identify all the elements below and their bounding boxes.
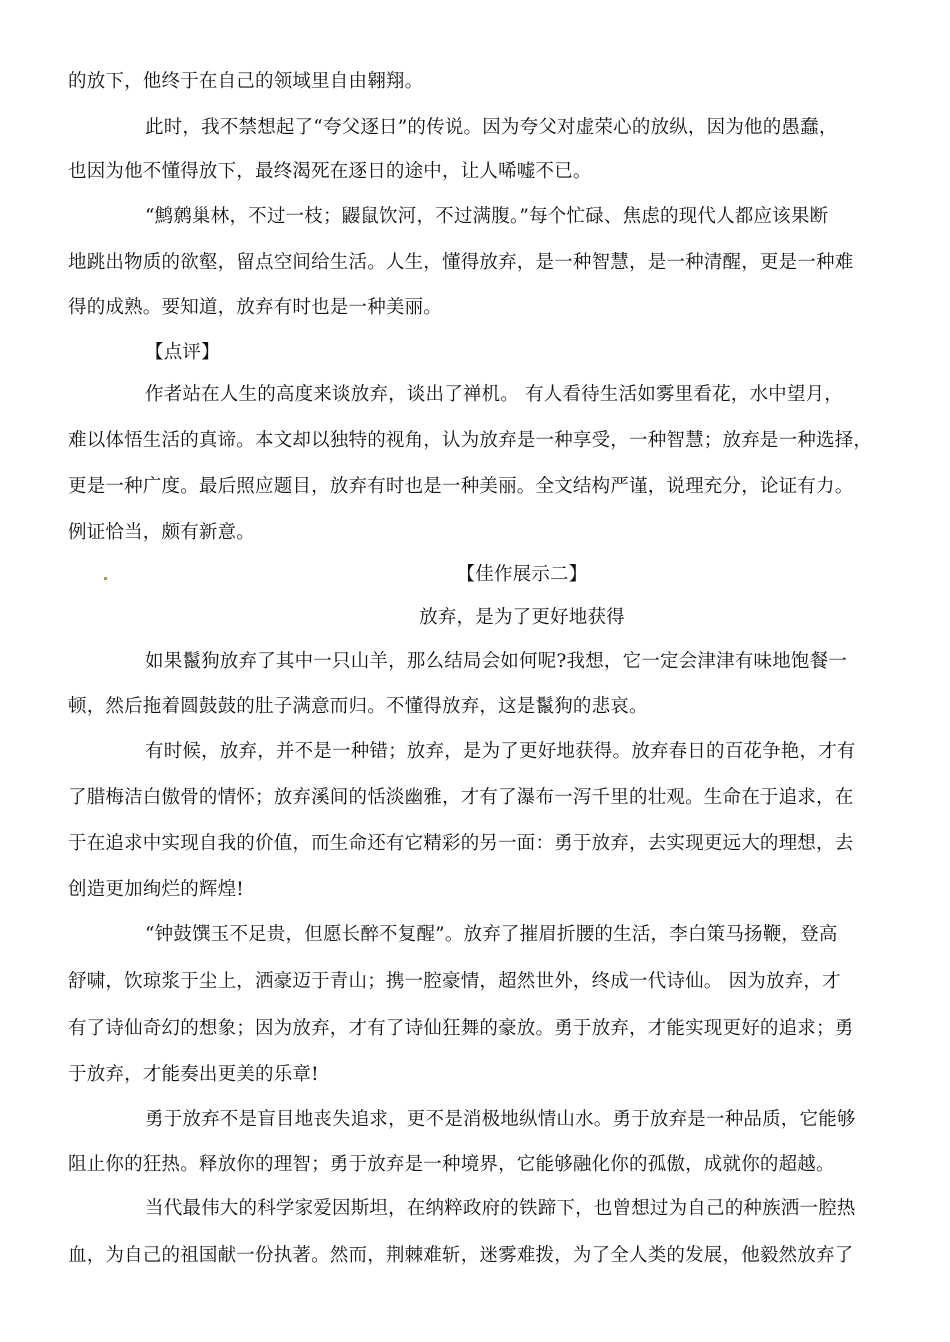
essay2-section-heading: 【佳作展示二】 (456, 564, 588, 585)
essay1-paragraph-3-line-3: 得的成熟。要知道，放弃有时也是一种美丽。 (68, 297, 443, 318)
essay2-title: 放弃，是为了更好地获得 (419, 607, 625, 628)
essay2-paragraph-4-line-2: 阻止你的狂热。释放你的理智；勇于放弃是一种境界，它能够融化你的孤傲，成就你的超越。 (68, 1154, 835, 1175)
essay1-paragraph-2-line-1: 此时，我不禁想起了“夸父逐日”的传说。因为夸父对虚荣心的放纵，因为他的愚蠢， (145, 117, 838, 138)
review-line-4: 例证恰当，颇有新意。 (68, 522, 256, 543)
essay2-paragraph-3-line-1: “钟鼓馔玉不足贵，但愿长醉不复醒”。放弃了摧眉折腰的生活，李白策马扬鞭，登高 (145, 924, 838, 945)
essay2-paragraph-3-line-2: 舒啸，饮琼浆于尘上，洒豪迈于青山；携一腔豪情，超然世外，终成一代诗仙。 因为放弃，才 (68, 971, 841, 992)
essay2-paragraph-3-line-4: 于放弃，才能奏出更美的乐章! (68, 1064, 319, 1085)
essay2-paragraph-1-line-1: 如果鬣狗放弃了其中一只山羊，那么结局会如何呢?我想，它一定会津津有味地饱餐一 (145, 651, 848, 672)
essay1-paragraph-2-line-2: 也因为他不懂得放下，最终渴死在逐日的途中，让人唏嘘不已。 (68, 161, 592, 182)
essay2-paragraph-2-line-2: 了腊梅洁白傲骨的情怀；放弃溪间的恬淡幽雅，才有了瀑布一泻千里的壮观。生命在于追求，在 (68, 787, 854, 808)
essay1-paragraph-3-line-1: “鹪鹩巢林，不过一枝；鼹鼠饮河，不过满腹。”每个忙碌、焦虑的现代人都应该果断 (145, 206, 829, 227)
essay2-paragraph-1-line-2: 顿，然后拖着圆鼓鼓的肚子满意而归。不懂得放弃，这是鬣狗的悲哀。 (68, 696, 648, 717)
review-line-1: 作者站在人生的高度来谈放弃，谈出了禅机。 有人看待生活如雾里看花，水中望月， (145, 384, 843, 405)
essay2-paragraph-4-line-1: 勇于放弃不是盲目地丧失追求，更不是消极地纵情山水。勇于放弃是一种品质，它能够 (145, 1109, 856, 1130)
essay2-paragraph-3-line-3: 有了诗仙奇幻的想象；因为放弃，才有了诗仙狂舞的豪放。勇于放弃，才能实现更好的追求；勇 (68, 1018, 854, 1039)
review-line-3: 更是一种广度。最后照应题目，放弃有时也是一种美丽。全文结构严谨，说理充分，论证有力。 (68, 476, 854, 497)
essay2-paragraph-2-line-4: 创造更加绚烂的辉煌! (68, 879, 244, 900)
essay1-paragraph-1-line-1: 的放下，他终于在自己的领域里自由翱翔。 (68, 71, 424, 92)
essay2-paragraph-2-line-3: 于在追求中实现自我的价值，而生命还有它精彩的另一面：勇于放弃，去实现更远大的理想，去 (68, 833, 854, 854)
essay2-paragraph-5-line-2: 血，为自己的祖国献一份执著。然而，荆棘难斩，迷雾难拨，为了全人类的发展，他毅然放弃了 (68, 1245, 854, 1266)
review-heading: 【点评】 (145, 342, 220, 363)
essay2-paragraph-2-line-1: 有时候，放弃，并不是一种错；放弃，是为了更好地获得。放弃春日的百花争艳，才有 (145, 741, 856, 762)
essay2-paragraph-5-line-1: 当代最伟大的科学家爱因斯坦，在纳粹政府的铁蹄下，也曾想过为自己的种族洒一腔热 (145, 1198, 856, 1219)
review-line-2: 难以体悟生活的真谛。本文却以独特的视角，认为放弃是一种享受，一种智慧；放弃是一种选择， (68, 430, 873, 451)
essay1-paragraph-3-line-2: 地跳出物质的欲壑，留点空间给生活。人生，懂得放弃，是一种智慧，是一种清醒，更是一种难 (68, 252, 854, 273)
